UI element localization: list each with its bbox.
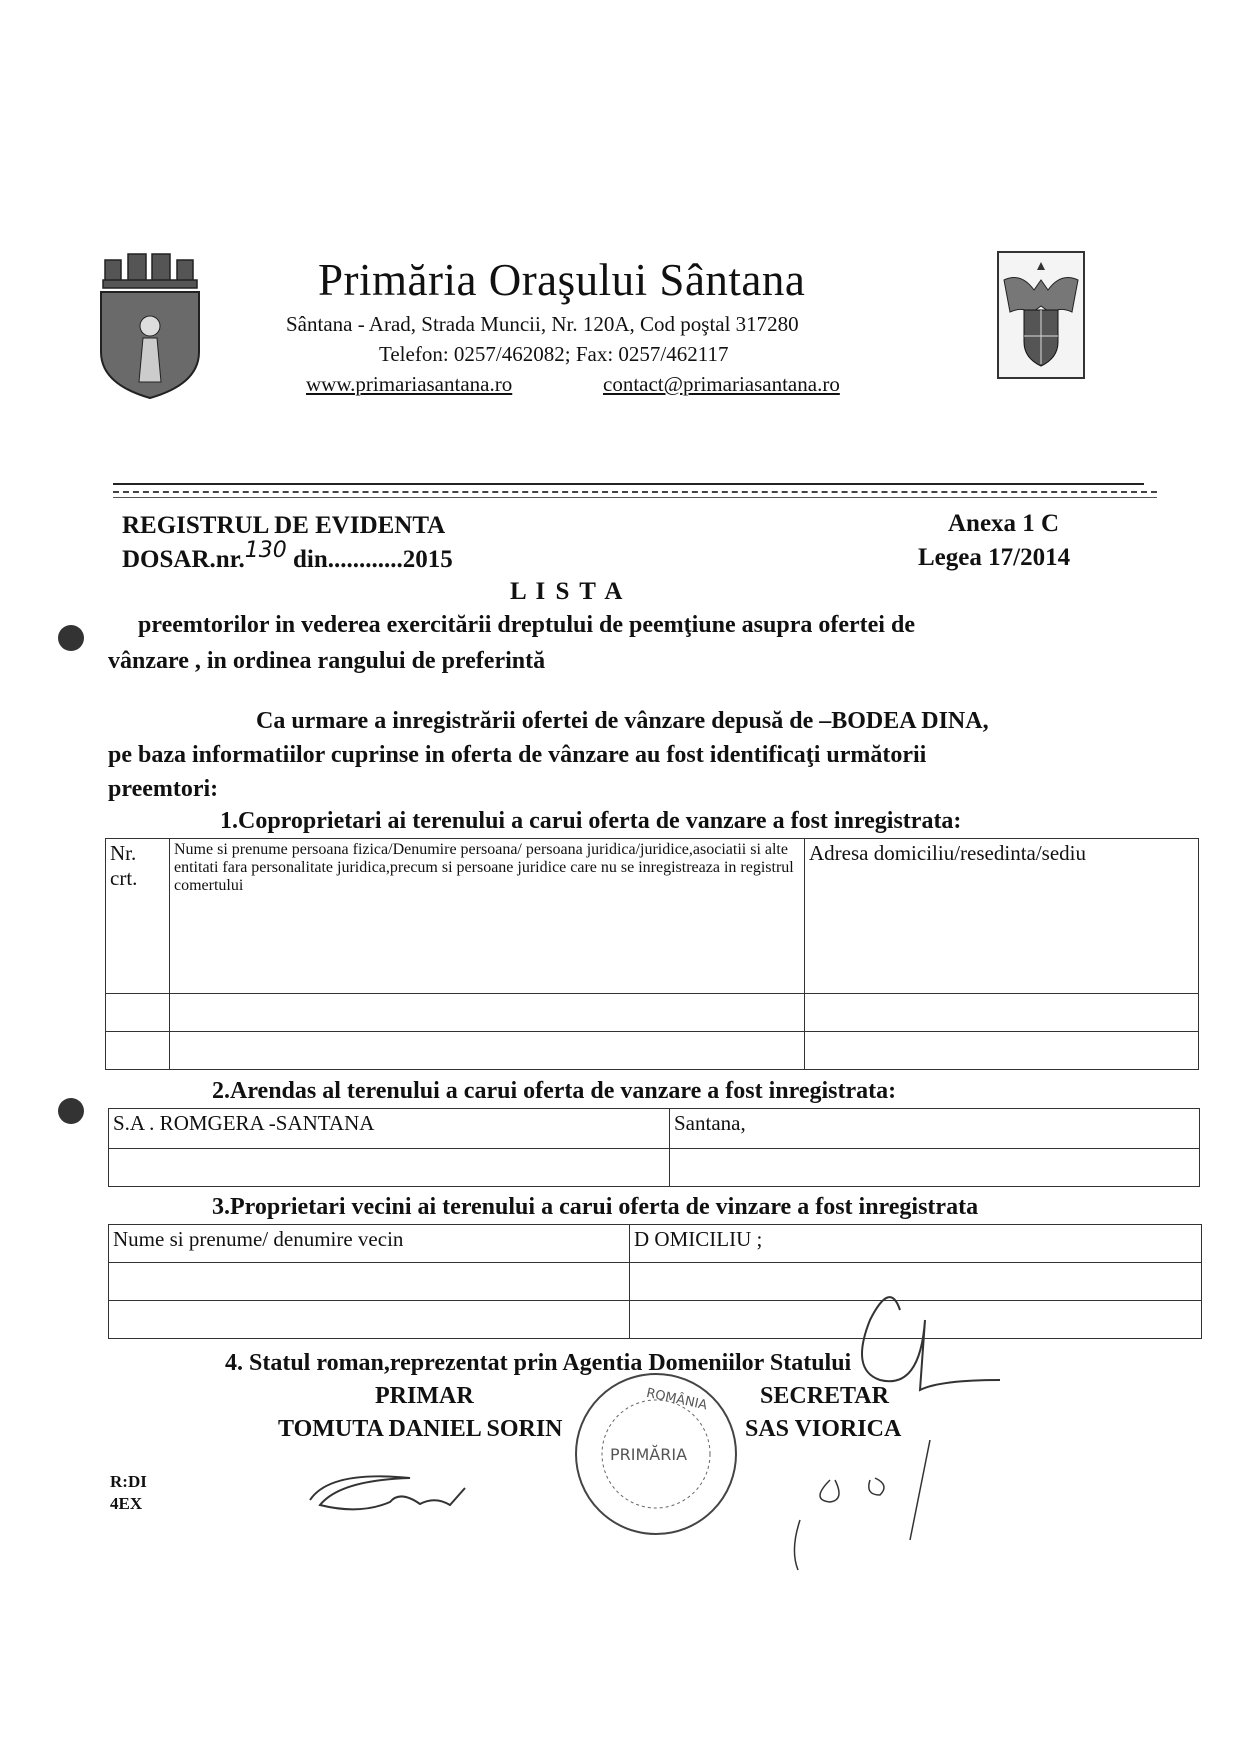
institution-title: Primăria Oraşului Sântana: [318, 255, 806, 305]
tenant-name: S.A . ROMGERA -SANTANA: [109, 1109, 670, 1149]
registry-title: REGISTRUL DE EVIDENTA: [122, 512, 446, 539]
annex-label: Anexa 1 C: [948, 510, 1060, 537]
institution-address: Sântana - Arad, Strada Muncii, Nr. 120A, Cod poştal 317280: [286, 312, 799, 336]
section4-text: 4. Statul roman,reprezentat prin Agentia Domeniilor Statului: [225, 1350, 852, 1376]
footer-ref1: R:DI: [110, 1472, 147, 1491]
table-row: [109, 1149, 1200, 1187]
neighbours-header-domicile: D OMICILIU ;: [630, 1225, 1202, 1263]
header-divider-dashed: [113, 491, 1157, 493]
list-subheading-line1: preemtorilor in vederea exercitării dreptului de peemţiune asupra ofertei de: [138, 612, 915, 638]
co-owners-table: [105, 838, 1199, 1070]
svg-text:PRIMĂRIA: PRIMĂRIA: [610, 1445, 688, 1464]
dosar-line: DOSAR.nr.130 din............2015: [122, 538, 453, 573]
website-link[interactable]: www.primariasantana.ro: [306, 372, 513, 396]
section1-title: 1.Coproprietari ai terenului a carui oferta de vanzare a fost inregistrata:: [220, 808, 962, 834]
punch-hole: [58, 1098, 84, 1124]
secretary-name: SAS VIORICA: [745, 1416, 902, 1442]
mayor-signature-icon: [300, 1460, 480, 1530]
header-divider: [113, 483, 1144, 485]
official-stamp-icon: [572, 1370, 740, 1538]
table-row: [106, 1032, 1199, 1070]
institution-phone: Telefon: 0257/462082; Fax: 0257/462117: [379, 342, 729, 366]
romania-coat-of-arms-icon: [996, 250, 1086, 380]
neighbours-header-name: Nume si prenume/ denumire vecin: [109, 1225, 630, 1263]
intro-line2: pe baza informatiilor cuprinse in oferta de vânzare au fost identificaţi următorii: [108, 742, 927, 768]
section3-title: 3.Proprietari vecini ai terenului a carui oferta de vinzare a fost inregistrata: [212, 1194, 979, 1220]
mayor-title: PRIMAR: [375, 1383, 474, 1409]
santana-coat-of-arms-icon: [95, 248, 205, 400]
table-header-name: Nume si prenume persoana fizica/Denumire persoana/ persoana juridica/juridice,asociatii si alte entitati fara personalitate juridica,precum si persoane juridice care nu se inregistreaza in registrul comertului: [170, 839, 805, 994]
intro-line1: Ca urmare a inregistrării ofertei de vânzare depusă de –BODEA DINA,: [256, 708, 989, 734]
header-divider-thin: [113, 497, 1157, 498]
svg-text:ROMÂNIA: ROMÂNIA: [644, 1385, 709, 1414]
law-label: Legea 17/2014: [918, 544, 1071, 571]
punch-hole: [58, 625, 84, 651]
table-header-nr: Nr. crt.: [106, 839, 170, 994]
tenant-place: Santana,: [670, 1109, 1200, 1149]
tenant-table: [108, 1108, 1200, 1187]
dosar-number: 130: [244, 538, 287, 563]
intro-line3: preemtori:: [108, 776, 219, 802]
email-link[interactable]: contact@primariasantana.ro: [603, 372, 840, 396]
list-subheading-line2: vânzare , in ordinea rangului de preferintă: [108, 648, 546, 674]
footer-ref2: 4EX: [110, 1494, 143, 1513]
secretary-signature-icon: [770, 1280, 1070, 1580]
mayor-name: TOMUTA DANIEL SORIN: [278, 1416, 563, 1442]
secretary-title: SECRETAR: [760, 1383, 889, 1409]
table-header-address: Adresa domiciliu/resedinta/sediu: [805, 839, 1199, 994]
list-heading: L I S T A: [510, 578, 625, 605]
section2-title: 2.Arendas al terenului a carui oferta de vanzare a fost inregistrata:: [212, 1078, 897, 1104]
table-row: [106, 994, 1199, 1032]
